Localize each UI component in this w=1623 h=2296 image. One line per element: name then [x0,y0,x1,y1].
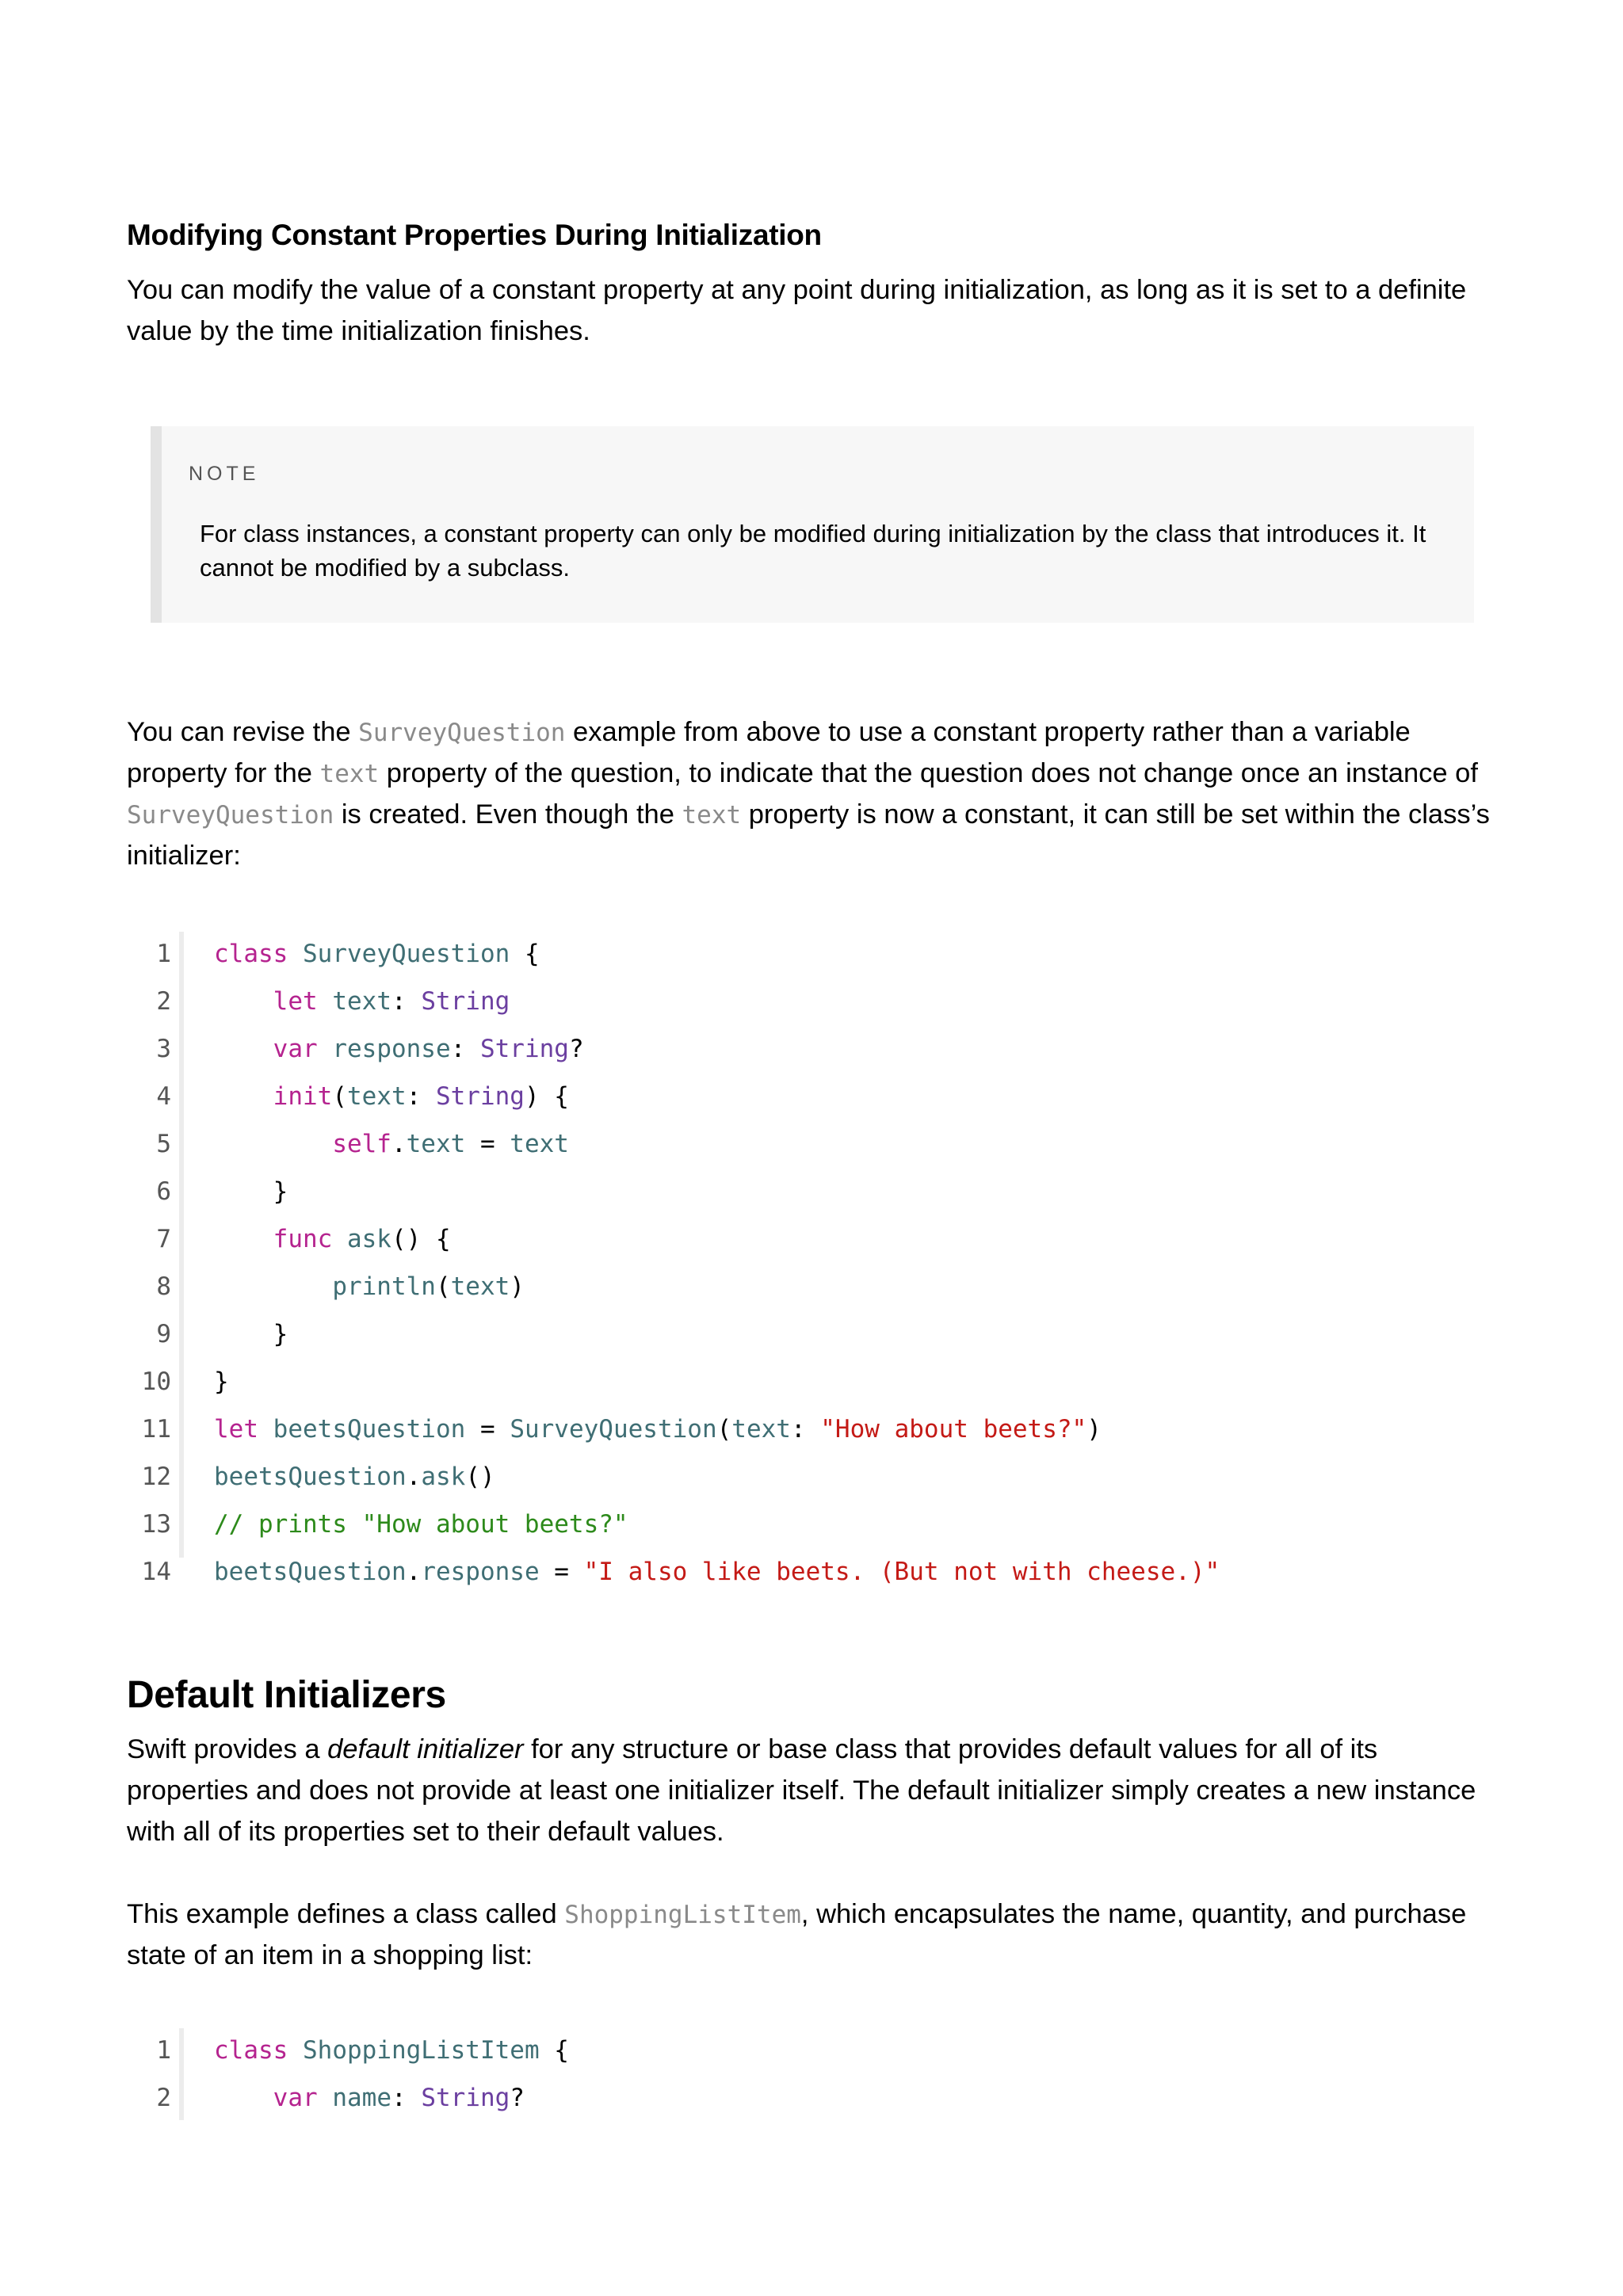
text-run: You can revise the [127,717,359,747]
shopping-list-paragraph [127,1894,1506,1976]
identifier-token: beetsQuestion [214,1558,407,1586]
punctuation-token: = [465,1415,510,1444]
punctuation-token: ) [510,1272,525,1301]
type-token: String [421,987,510,1016]
punctuation-token: { [510,940,540,968]
code-text [214,1074,569,1119]
punctuation-token [214,2084,273,2112]
identifier-token: text [731,1415,791,1444]
comment-token: // prints "How about beets?" [214,1510,628,1539]
code-text [214,1312,288,1356]
string-token: "How about beets?" [820,1415,1087,1444]
line-number: 7 [156,1225,171,1253]
identifier-token: SurveyQuestion [303,940,510,968]
code-text [214,932,540,976]
punctuation-token: : [391,2084,422,2112]
punctuation-token [214,1130,332,1158]
note-label: NOTE [189,463,260,485]
punctuation-token: () [465,1463,495,1491]
keyword-token: var [273,2084,318,2112]
punctuation-token: } [214,1367,229,1396]
code-text [214,1027,584,1071]
keyword-token: class [214,2036,288,2065]
identifier-token: text [332,987,391,1016]
identifier-token: ask [421,1463,466,1491]
punctuation-token: } [214,1320,288,1348]
code-text [214,2076,525,2120]
code-text [214,979,510,1024]
text-run: This example defines a class called [127,1899,565,1929]
revise-paragraph [127,711,1506,876]
line-number: 5 [156,1130,171,1158]
punctuation-token [258,1415,273,1444]
punctuation-token: . [406,1463,422,1491]
keyword-token: let [214,1415,258,1444]
line-number: 9 [156,1320,171,1348]
punctuation-token: ? [510,2084,525,2112]
line-number: 10 [141,1367,171,1396]
emphasis-term: default initializer [327,1734,524,1764]
line-number: 4 [156,1082,171,1111]
keyword-token: class [214,940,288,968]
punctuation-token: ) [1086,1415,1102,1444]
identifier-token: beetsQuestion [214,1463,407,1491]
text-run: for any structure or base class that provides default values for all of its properties and does not provide at least one initializer itself. The default initializer simply creates a new instance with all of its properties set to their default values. [127,1734,1476,1847]
punctuation-token [332,1225,347,1253]
intro-paragraph: You can modify the value of a constant property at any point during initialization, as long as it is set to a definite value by the time initialization finishes. [127,275,1467,346]
identifier-token: name [332,2084,391,2112]
punctuation-token: = [539,1558,584,1586]
keyword-token: func [273,1225,333,1253]
identifier-token: ask [346,1225,391,1253]
subsection-heading: Modifying Constant Properties During Initialization [127,219,822,251]
keyword-token: let [273,987,318,1016]
code-gutter-bar [179,2028,184,2120]
text-run: example from above to use a constant property rather than a variable property for the [127,717,1411,788]
punctuation-token: ) { [524,1082,569,1111]
punctuation-token [318,987,333,1016]
text-run: property is now a constant, it can still be set within the class’s initializer: [127,799,1490,871]
punctuation-token [214,1035,273,1063]
identifier-token: println [332,1272,436,1301]
line-number: 1 [156,2036,171,2065]
punctuation-token [288,2036,303,2065]
text-run: property of the question, to indicate that the question does not change once an instance of [379,758,1478,788]
default-initializer-paragraph [127,1729,1506,1852]
punctuation-token [214,1082,273,1111]
identifier-token: ShoppingListItem [303,2036,540,2065]
inline-code: SurveyQuestion [358,719,566,747]
text-run: is created. Even though the [334,799,682,830]
type-token: String [435,1082,525,1111]
keyword-token: init [273,1082,333,1111]
punctuation-token: } [214,1177,288,1206]
punctuation-token: { [539,2036,569,2065]
punctuation-token: ( [332,1082,347,1111]
identifier-token: text [406,1130,466,1158]
note-text: For class instances, a constant property can only be modified during initialization by the class that introduces it. It cannot be modified by a subclass. [200,520,1426,582]
line-number: 14 [141,1558,171,1586]
code-text [214,1550,1220,1594]
keyword-token: self [332,1130,391,1158]
punctuation-token: : [391,987,422,1016]
punctuation-token [214,987,273,1016]
code-text [214,1455,495,1499]
code-text [214,1217,451,1261]
string-token: "I also like beets. (But not with cheese.)" [583,1558,1220,1586]
punctuation-token: : [406,1082,436,1111]
inline-code: text [319,760,380,788]
type-token: String [421,2084,510,2112]
identifier-token: beetsQuestion [273,1415,466,1444]
line-number: 8 [156,1272,171,1301]
line-number: 11 [141,1415,171,1444]
line-number: 13 [141,1510,171,1539]
code-text [214,1502,628,1547]
line-number: 12 [141,1463,171,1491]
code-text [214,2028,569,2073]
section-heading: Default Initializers [127,1674,446,1716]
inline-code: text [682,801,742,830]
identifier-token: SurveyQuestion [510,1415,717,1444]
punctuation-token: . [406,1558,422,1586]
line-number: 6 [156,1177,171,1206]
code-text [214,1264,525,1309]
punctuation-token: ( [716,1415,732,1444]
punctuation-token [288,940,303,968]
keyword-token: var [273,1035,318,1063]
code-block-shopping-list-item [127,2028,1506,2120]
line-number: 3 [156,1035,171,1063]
inline-code: SurveyQuestion [127,801,334,830]
punctuation-token: . [391,1130,407,1158]
code-block-survey-question [127,932,1506,1586]
identifier-token: response [332,1035,451,1063]
identifier-token: response [421,1558,540,1586]
text-run: Swift provides a [127,1734,328,1764]
code-text [214,1407,1102,1451]
punctuation-token: : [790,1415,821,1444]
line-number: 2 [156,2084,171,2112]
text-run: , which encapsulates the name, quantity, and purchase state of an item in a shopping list: [127,1899,1467,1970]
code-gutter-bar [179,932,184,1558]
line-number: 2 [156,987,171,1016]
inline-code: ShoppingListItem [564,1901,801,1929]
punctuation-token: ( [435,1272,451,1301]
punctuation-token [318,1035,333,1063]
identifier-token: text [450,1272,510,1301]
code-text [214,1169,288,1214]
punctuation-token: ? [568,1035,584,1063]
punctuation-token: : [450,1035,480,1063]
punctuation-token [318,2084,333,2112]
punctuation-token: () { [391,1225,451,1253]
punctuation-token [214,1225,273,1253]
line-number: 1 [156,940,171,968]
punctuation-token [214,1272,332,1301]
punctuation-token: = [465,1130,510,1158]
identifier-token: text [346,1082,407,1111]
code-text [214,1360,229,1404]
code-text [214,1122,569,1166]
type-token: String [479,1035,569,1063]
identifier-token: text [510,1130,569,1158]
